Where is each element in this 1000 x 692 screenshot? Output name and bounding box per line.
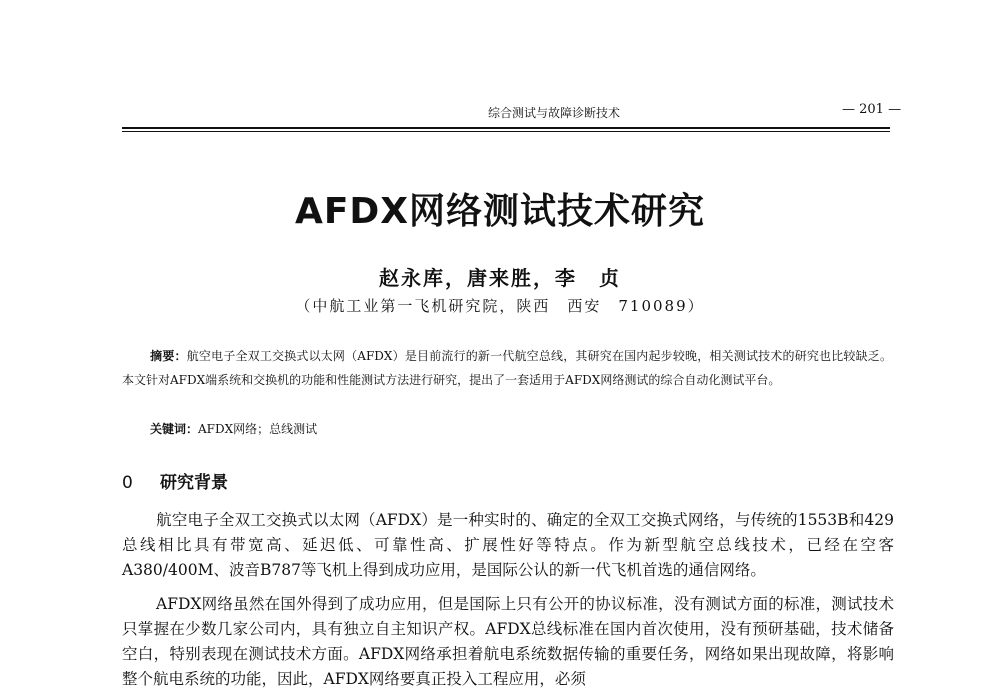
running-header (0, 100, 1000, 120)
paper-affiliation: （中航工业第一飞机研究院，陕西 西安 710089） (295, 297, 705, 315)
paper-title: AFDX网络测试技术研究 (294, 191, 706, 232)
body-paragraph-1 (122, 508, 894, 583)
section-title: 研究背景 (160, 473, 228, 493)
header-rule-thin (122, 131, 890, 132)
header-rule-thick (122, 127, 890, 129)
abstract-label: 摘要： (150, 349, 187, 363)
running-title: 综合测试与故障诊断技术 (488, 106, 621, 120)
abstract-text: 航空电子全双工交换式以太网（AFDX）是目前流行的新一代航空总线，其研究在国内起步较晚，相关测试技术的研究也比较缺乏。本文针对AFDX端系统和交换机的功能和性能测试方法进行研究，提出了一套适用于AFDX网络测试的综合自动化测试平台。 (122, 349, 892, 387)
section-number: 0 (122, 473, 133, 493)
paper-authors: 赵永库，唐来胜，李 贞 (379, 266, 621, 290)
abstract (122, 344, 892, 392)
keywords (150, 417, 317, 441)
page-number: — 201 — (842, 102, 902, 117)
body-paragraph-2-text: AFDX网络虽然在国外得到了成功应用，但是国际上只有公开的协议标准，没有测试方面的标准，测试技术只掌握在少数几家公司内，具有独立自主知识产权。AFDX总线标准在国内首次使用，没有预研基础，技术储备空白，特别表现在测试技术方面。AFDX网络承担着航电系统数据传输的重要任务，网络如果出现故障，将影响整个航电系统的功能，因此，AFDX网络要真正投入工程应用，必须 (122, 595, 894, 688)
body-paragraph-2 (122, 592, 894, 692)
section-heading (122, 468, 228, 493)
keywords-label: 关键词： (150, 422, 199, 436)
body-paragraph-1-text: 航空电子全双工交换式以太网（AFDX）是一种实时的、确定的全双工交换式网络，与传统的1553B和429总线相比具有带宽高、延迟低、可靠性高、扩展性好等特点。作为新型航空总线技术，已经在空客A380/400M、波音B787等飞机上得到成功应用，是国际公认的新一代飞机首选的通信网络。 (122, 511, 894, 579)
keywords-text: AFDX网络；总线测试 (198, 422, 318, 436)
